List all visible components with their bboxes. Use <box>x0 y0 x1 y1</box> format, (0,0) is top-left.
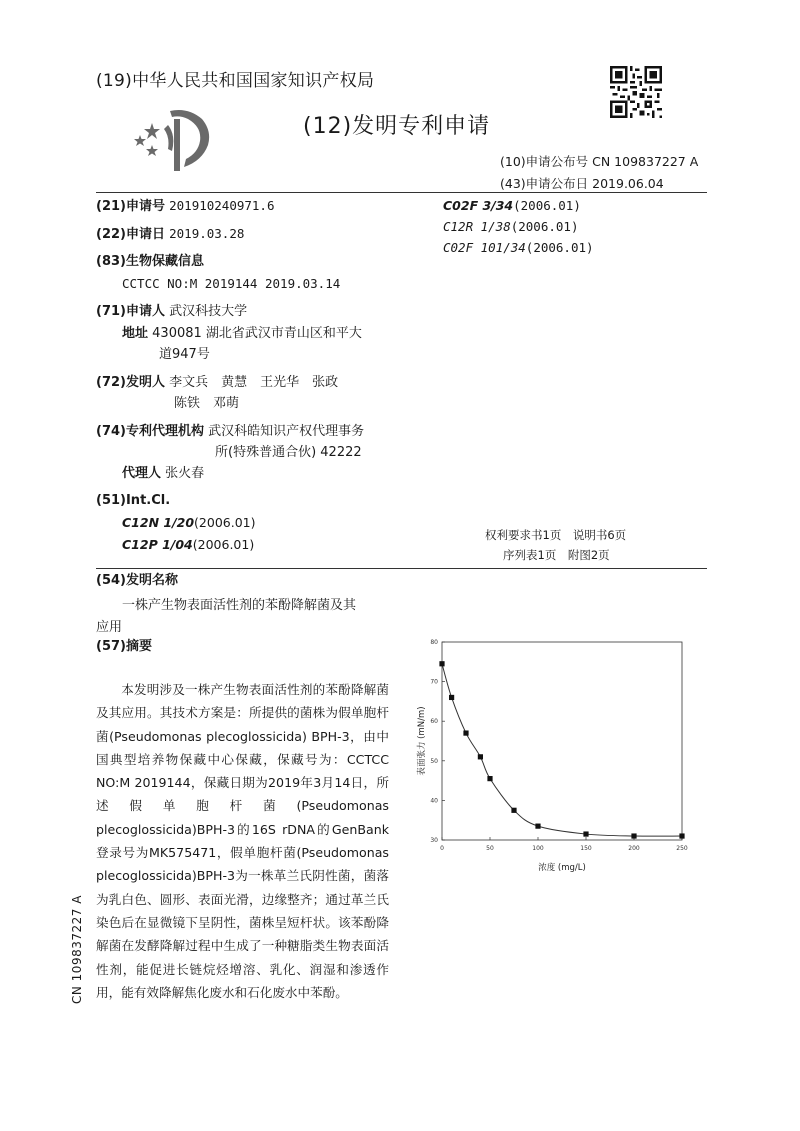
int-cl-code: C12P 1/04 <box>122 537 193 552</box>
publication-number: (10)申请公布号 CN 109837227 A <box>500 154 699 169</box>
address-row <box>122 323 362 345</box>
side-publication-number: CN 109837227 A <box>70 895 84 1004</box>
applicant-row <box>96 301 247 323</box>
data-point <box>631 833 636 838</box>
deposit-label: (83)生物保藏信息 <box>96 254 204 269</box>
address-line-2: 道947号 <box>159 347 210 362</box>
document-type-title: (12)发明专利申请 <box>303 114 491 139</box>
ipc-code: C12R 1/38 <box>443 219 511 234</box>
applicant-label: (71)申请人 <box>96 304 165 319</box>
data-point <box>449 695 454 700</box>
y-tick-label: 50 <box>430 757 438 765</box>
ipc-item <box>443 195 581 218</box>
int-cl-label: (51)Int.Cl. <box>96 493 171 508</box>
int-cl-version: (2006.01) <box>194 515 256 530</box>
abstract-text: 本发明涉及一株产生物表面活性剂的苯酚降解菌及其应用。其技术方案是：所提供的菌株为假单胞杆菌(Pseudomonas plecoglossicida) BPH-3，由中国典型培养物保藏中心保藏，保藏号为：CCTCC NO:M 2019144，保藏日期为2019年3月14日，所述假单胞杆菌(Pseudomonas plecoglossicida)BPH-3的16S rDNA的GenBank登录号为MK575471，假单胞杆菌(Pseudomonas plecoglossicida)BPH-3为一株革兰氏阴性菌，菌落为乳白色、圆形、表面光滑，边缘整齐；通过革兰氏染色后在显微镜下呈阴性，菌株呈短杆状。该苯酚降解菌在发酵降解过程中生成了一种糖脂类生物表面活性剂，能促进长链烷烃增溶、乳化、润湿和渗透作用，能有效降解焦化废水和石化废水中苯酚。 <box>96 682 389 1000</box>
inventors-line-1: 李文兵 黄慧 王光华 张政 <box>169 375 339 390</box>
int-cl-version: (2006.01) <box>192 537 255 552</box>
agency-line-2: 所(特殊普通合伙) 42222 <box>215 445 362 460</box>
x-tick-label: 0 <box>440 845 444 852</box>
applicant-name: 武汉科技大学 <box>169 304 248 319</box>
plot-frame <box>442 642 682 840</box>
data-point <box>511 808 516 813</box>
data-point <box>463 730 468 735</box>
biblio-divider <box>96 568 707 569</box>
agent-name: 张火春 <box>165 466 205 481</box>
y-tick-label: 60 <box>430 718 438 726</box>
y-axis-label: 表面张力 (mN/m) <box>417 706 427 776</box>
abstract-label: (57)摘要 <box>96 639 152 654</box>
application-number: 201910240971.6 <box>169 198 275 213</box>
series-line <box>442 664 682 836</box>
abstract-body <box>96 678 389 1004</box>
x-tick-label: 50 <box>486 845 494 852</box>
data-point <box>535 824 540 829</box>
application-date-row <box>96 223 244 246</box>
page-counts-line-2: 序列表1页 附图2页 <box>503 548 610 562</box>
publication-date: (43)申请公布日 2019.06.04 <box>500 176 664 191</box>
surface-tension-chart <box>412 630 700 880</box>
ipc-version: (2006.01) <box>510 219 579 234</box>
issuing-office: (19)中华人民共和国国家知识产权局 <box>96 71 375 91</box>
data-point <box>439 661 444 666</box>
x-tick-label: 200 <box>628 845 640 852</box>
qr-code-icon <box>610 66 662 118</box>
x-tick-label: 250 <box>676 845 688 852</box>
inventors-line-2: 陈铁 邓萌 <box>174 396 240 411</box>
data-point <box>487 776 492 781</box>
page-counts-line-1: 权利要求书1页 说明书6页 <box>485 528 627 542</box>
inventors-row <box>96 372 338 394</box>
data-point <box>478 754 483 759</box>
y-tick-label: 80 <box>430 639 438 646</box>
agent-label: 代理人 <box>122 466 162 481</box>
y-tick-label: 40 <box>430 797 438 805</box>
agency-line-1: 武汉科皓知识产权代理事务 <box>208 424 365 439</box>
ipc-code: C02F 3/34 <box>443 198 514 213</box>
agency-row <box>96 421 364 443</box>
x-tick-label: 100 <box>532 845 544 852</box>
x-axis-label: 浓度 (mg/L) <box>538 863 586 873</box>
ipc-item <box>443 216 578 239</box>
y-tick-label: 70 <box>430 678 438 686</box>
application-number-row <box>96 195 274 218</box>
ipc-item <box>443 237 594 260</box>
application-date: 2019.03.28 <box>169 226 245 241</box>
y-tick-label: 30 <box>430 837 438 844</box>
application-date-label: (22)申请日 <box>96 227 165 242</box>
cnipa-emblem-icon <box>128 105 218 173</box>
header-divider <box>96 192 707 193</box>
ipc-version: (2006.01) <box>513 198 581 213</box>
address-line-1: 430081 湖北省武汉市青山区和平大 <box>152 326 362 341</box>
address-label: 地址 <box>122 326 149 341</box>
invention-title-line-2: 应用 <box>96 620 123 635</box>
ipc-code: C02F 101/34 <box>443 240 526 255</box>
int-cl-item <box>122 512 256 535</box>
invention-title-label: (54)发明名称 <box>96 573 178 588</box>
deposit-info: CCTCC NO:M 2019144 2019.03.14 <box>122 276 341 291</box>
data-point <box>583 831 588 836</box>
int-cl-code: C12N 1/20 <box>122 515 195 530</box>
application-number-label: (21)申请号 <box>96 199 165 214</box>
x-tick-label: 150 <box>580 845 592 852</box>
invention-title-line-1: 一株产生物表面活性剂的苯酚降解菌及其 <box>122 598 357 613</box>
agency-label: (74)专利代理机构 <box>96 424 204 439</box>
ipc-version: (2006.01) <box>525 240 594 255</box>
int-cl-item <box>122 534 254 557</box>
agent-row <box>122 463 204 485</box>
data-point <box>679 833 684 838</box>
inventors-label: (72)发明人 <box>96 375 165 390</box>
